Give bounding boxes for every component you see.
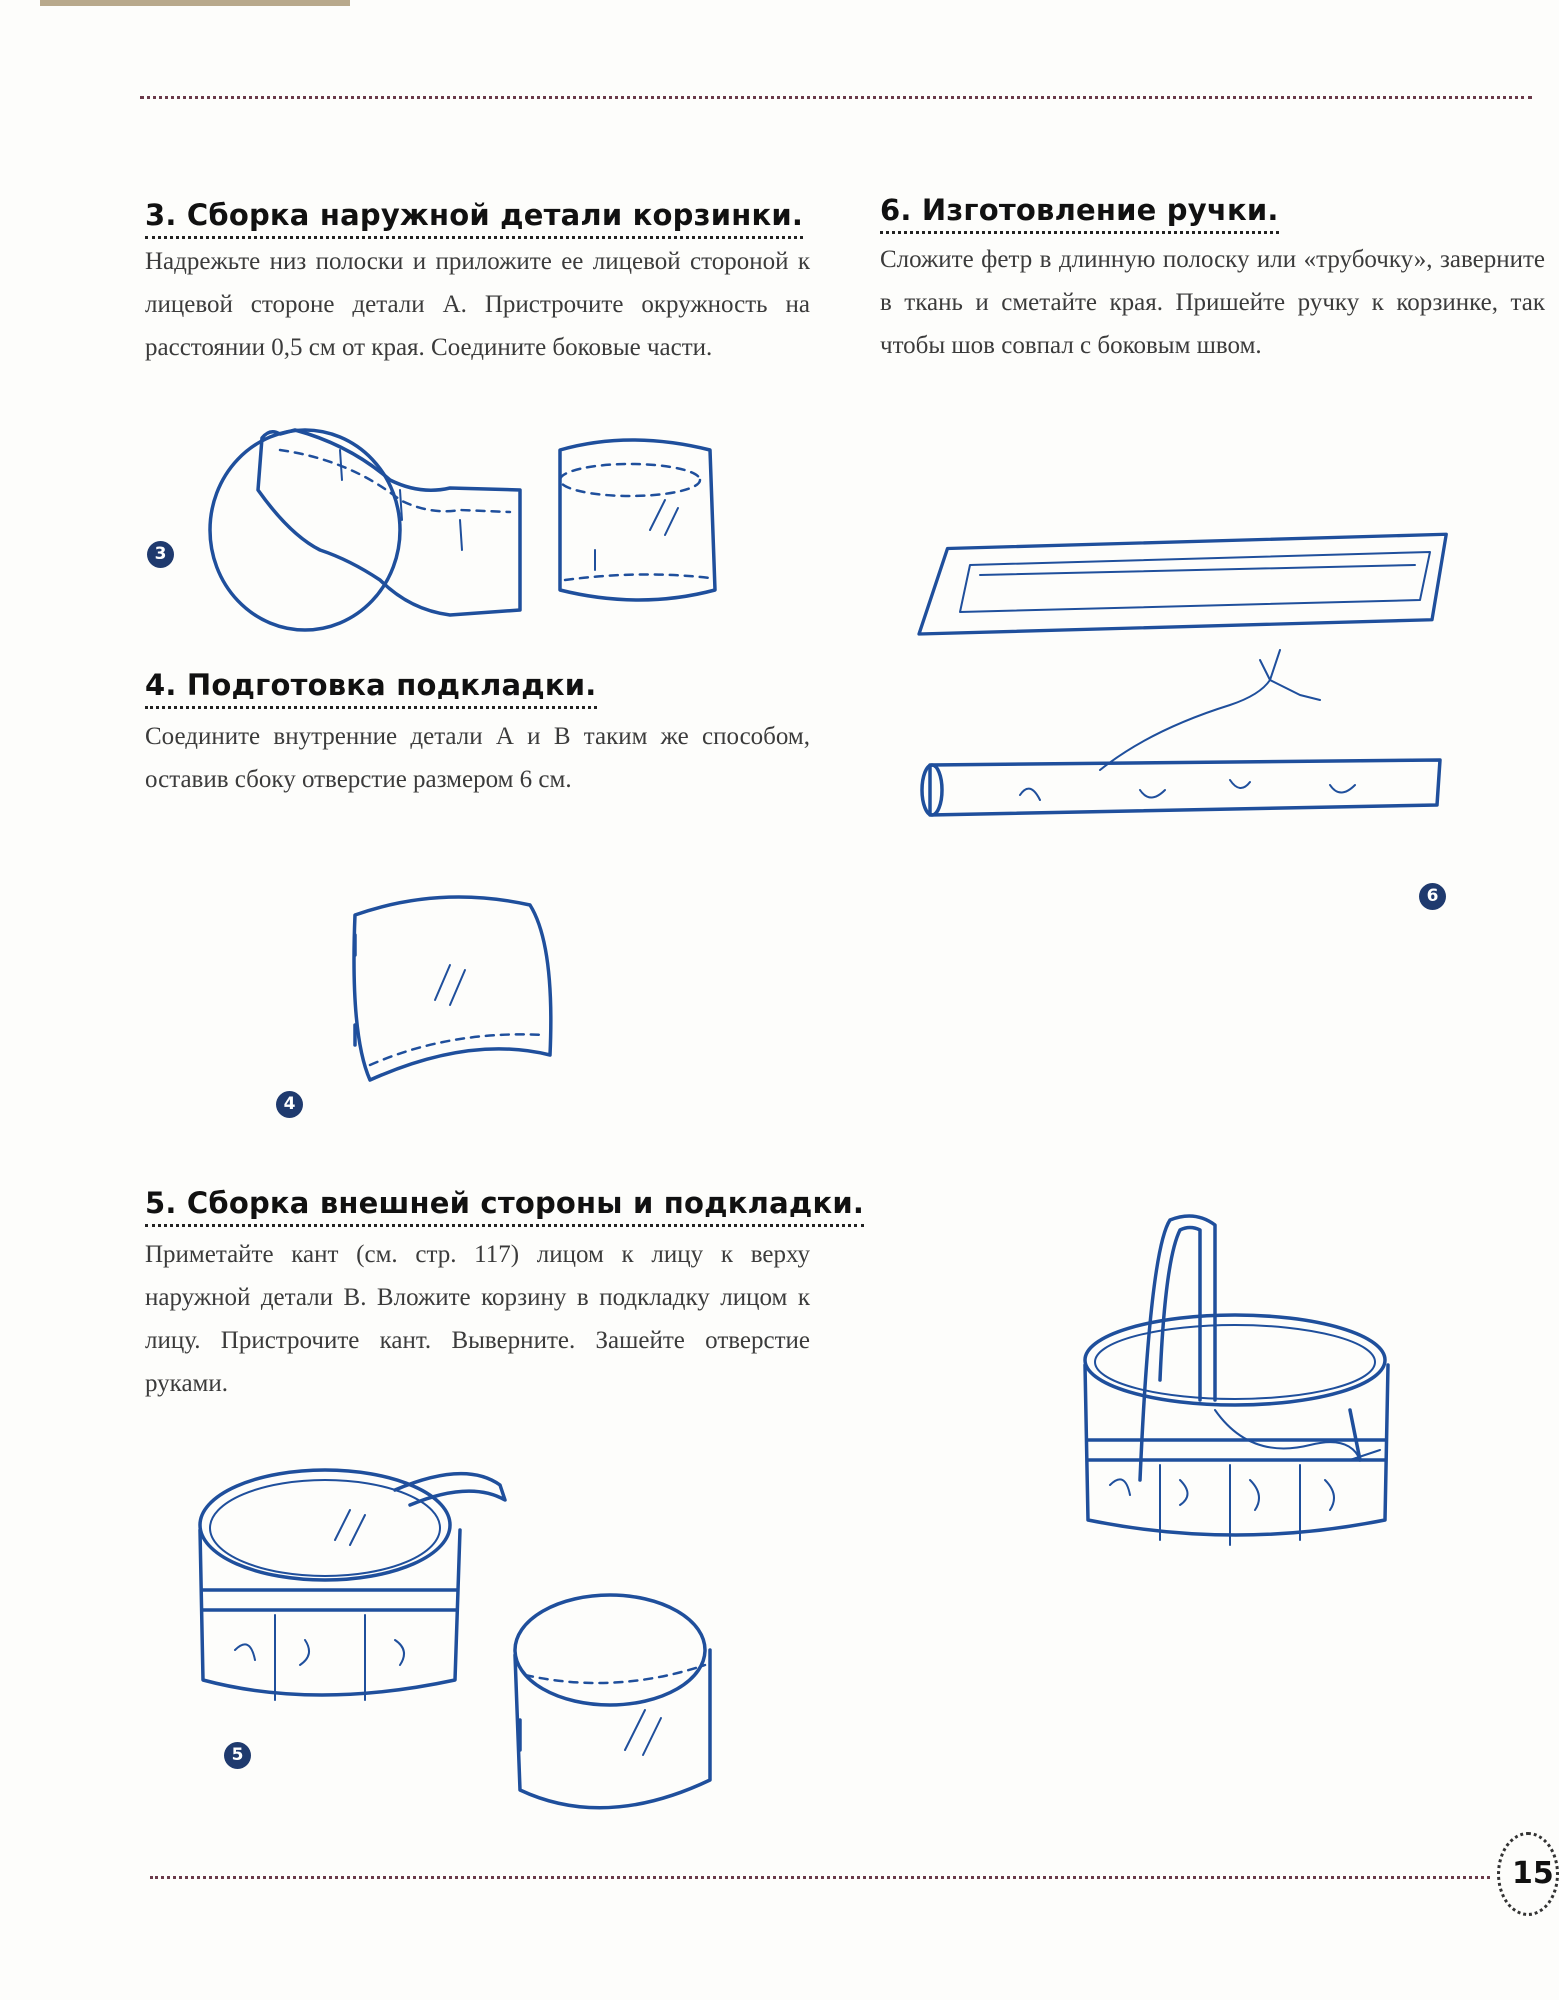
step-5-illustration [195,1450,795,1830]
step-3-badge: 3 [147,541,174,568]
section-4-text: Соедините внутренние детали А и В таким же способом, оставив сбоку отверстие размером 6 см. [145,723,810,793]
step-5-badge: 5 [224,1742,251,1769]
page-number: 15 [1497,1832,1559,1916]
basket-final-illustration [1050,1100,1410,1560]
bottom-divider [150,1876,1490,1879]
section-3-heading: 3. Сборка наружной детали корзинки. [145,198,803,239]
section-3-text: Надрежьте низ полоски и приложите ее лицевой стороной к лицевой стороне детали А. Пристрочите окружность на расстоянии 0,5 см от края. Соедините боковые части. [145,248,810,361]
step-4-badge: 4 [276,1091,303,1118]
section-5-heading: 5. Сборка внешней стороны и подкладки. [145,1186,864,1227]
section-5-text: Приметайте кант (см. стр. 117) лицом к лицу к верху наружной детали В. Вложите корзину в подкладку лицом к лицу. Пристрочите кант. Выверните. Зашейте отверстие руками. [145,1241,810,1397]
step-6-badge: 6 [1419,883,1446,910]
top-divider [140,96,1532,99]
top-edge-strip [40,0,350,6]
section-4-heading: 4. Подготовка подкладки. [145,668,597,709]
step-4-illustration [330,885,570,1125]
step-6-illustration [900,520,1460,840]
section-6-text: Сложите фетр в длинную полоску или «трубочку», заверните в ткань и сметайте края. Пришейте ручку к корзинке, так чтобы шов совпал с боковым швом. [880,246,1545,359]
step-3-illustration [200,420,740,640]
section-6-heading: 6. Изготовление ручки. [880,193,1279,234]
